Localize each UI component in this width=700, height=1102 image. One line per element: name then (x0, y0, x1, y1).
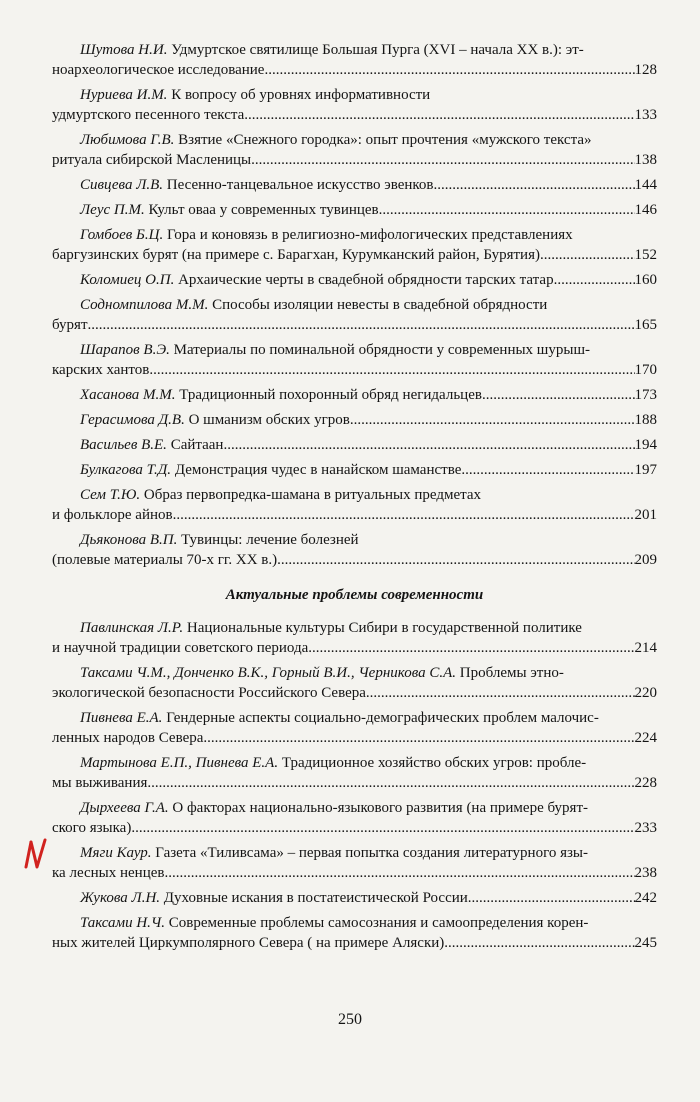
toc-line (52, 435, 657, 455)
toc-entry (52, 913, 657, 953)
entry-page-number: 138 (634, 152, 657, 168)
dot-leader (244, 105, 634, 125)
toc-entry (52, 340, 657, 380)
dot-leader (264, 60, 634, 80)
entry-title (80, 530, 359, 550)
entry-page-number: 242 (634, 890, 657, 906)
toc-entry (52, 708, 657, 748)
toc-line (52, 913, 657, 933)
toc-line (52, 410, 657, 430)
toc-line (52, 773, 657, 793)
entry-text: удмуртского песенного текста (52, 107, 245, 123)
dot-leader (88, 315, 635, 335)
entry-author: Павлинская Л.Р. (80, 620, 184, 636)
toc-line (52, 175, 657, 195)
toc-line (52, 295, 657, 315)
toc-line (52, 708, 657, 728)
entry-text: ка лесных ненцев (52, 865, 165, 881)
toc-line (52, 753, 657, 773)
toc-entry (52, 460, 657, 480)
entry-title (80, 85, 430, 105)
toc-line (52, 60, 657, 80)
toc-line (52, 663, 657, 683)
entry-title (52, 105, 244, 125)
entry-page-number: 188 (634, 412, 657, 428)
entry-title (52, 360, 149, 380)
entry-author: Нуриева И.М. (80, 87, 168, 103)
entry-title (80, 270, 554, 290)
entry-page-number: 194 (634, 437, 657, 453)
entry-title (80, 663, 564, 683)
toc-line (52, 315, 657, 335)
entry-text: Материалы по поминальной обрядности у современных шурыш- (169, 342, 590, 358)
entry-title (80, 225, 573, 245)
entry-page-number: 146 (634, 202, 657, 218)
entry-text: Сайтаан (166, 437, 224, 453)
dot-leader (277, 550, 634, 570)
entry-title (80, 618, 582, 638)
toc-entry (52, 843, 657, 883)
toc-line (52, 933, 657, 953)
entry-title (52, 550, 277, 570)
toc-line (52, 105, 657, 125)
entry-page-number: 160 (634, 272, 657, 288)
entry-text: (полевые материалы 70-х гг. XX в.) (52, 552, 278, 568)
entry-page-number: 201 (634, 507, 657, 523)
dot-leader (203, 728, 634, 748)
dot-leader (173, 505, 635, 525)
entry-title (52, 683, 366, 703)
toc-entry (52, 200, 657, 220)
dot-leader (461, 460, 634, 480)
dot-leader (554, 270, 635, 290)
page-number: 250 (338, 1011, 362, 1028)
toc-line (52, 843, 657, 863)
entry-text: Культ оваа у современных тувинцев (144, 202, 379, 218)
entry-title (80, 295, 547, 315)
toc-line (52, 40, 657, 60)
entry-author: Жукова Л.Н. (80, 890, 161, 906)
entry-title (80, 200, 379, 220)
entry-text: О факторах национально-языкового развития (на примере бурят- (168, 800, 588, 816)
entry-author: Дьяконова В.П. (80, 532, 178, 548)
entry-author: Коломиец О.П. (80, 272, 175, 288)
entry-page-number: 220 (634, 685, 657, 701)
entry-author: Содномпилова М.М. (80, 297, 209, 313)
entry-text: Проблемы этно- (456, 665, 564, 681)
toc-line (52, 200, 657, 220)
entry-page-number: 133 (634, 107, 657, 123)
entry-page-number: 209 (634, 552, 657, 568)
entry-title (52, 638, 308, 658)
toc-entry (52, 385, 657, 405)
entry-text: Способы изоляции невесты в свадебной обрядности (208, 297, 548, 313)
toc-entry (52, 888, 657, 908)
toc-line (52, 360, 657, 380)
toc-line (52, 683, 657, 703)
entry-text: карских хантов (52, 362, 150, 378)
entry-title (52, 245, 540, 265)
entry-title (52, 728, 203, 748)
dot-leader (540, 245, 635, 265)
entry-text: мы выживания (52, 775, 148, 791)
entry-author: Таксами Ч.М., Донченко В.К., Горный В.И., Черникова С.А. (80, 665, 457, 681)
toc-line (52, 863, 657, 883)
dot-leader (444, 933, 634, 953)
dot-leader (482, 385, 635, 405)
entry-text: Гендерные аспекты социально-демографических проблем малочис- (162, 710, 599, 726)
entry-text: ленных народов Севера (52, 730, 204, 746)
dot-leader (149, 360, 634, 380)
dot-leader (147, 773, 634, 793)
entry-text: и научной традиции советского периода (52, 640, 309, 656)
entry-title (80, 913, 588, 933)
toc-line (52, 460, 657, 480)
dot-leader (164, 863, 634, 883)
toc-line (52, 505, 657, 525)
entry-author: Дырхеева Г.А. (80, 800, 169, 816)
dot-leader (251, 150, 634, 170)
entry-title (80, 40, 584, 60)
toc-entry (52, 410, 657, 430)
entry-text: ных жителей Циркумполярного Севера ( на примере Аляски) (52, 935, 445, 951)
entry-title (80, 843, 588, 863)
entry-text: экологической безопасности Российского Севера (52, 685, 366, 701)
entry-page-number: 224 (634, 730, 657, 746)
entry-author: Пивнева Е.А. (80, 710, 163, 726)
entry-title (52, 933, 444, 953)
entry-text: ноархеологическое исследование (52, 62, 265, 78)
entry-title (80, 753, 586, 773)
toc-line (52, 530, 657, 550)
entry-author: Любимова Г.В. (80, 132, 175, 148)
entry-title (80, 460, 461, 480)
entry-author: Таксами Н.Ч. (80, 915, 166, 931)
toc-entry (52, 40, 657, 80)
toc-line (52, 618, 657, 638)
dot-leader (223, 435, 634, 455)
toc-line (52, 888, 657, 908)
entry-text: Традиционное хозяйство обских угров: пробле- (278, 755, 587, 771)
entry-title (80, 340, 590, 360)
entry-title (52, 863, 164, 883)
toc-line (52, 818, 657, 838)
entry-page-number: 170 (634, 362, 657, 378)
entry-text: ского языка) (52, 820, 132, 836)
toc-line (52, 245, 657, 265)
toc-line (52, 550, 657, 570)
toc-entry (52, 270, 657, 290)
entry-title (52, 315, 88, 335)
entry-page-number: 197 (634, 462, 657, 478)
entry-page-number: 173 (634, 387, 657, 403)
entry-text: К вопросу об уровнях информативности (167, 87, 431, 103)
entry-title (52, 818, 131, 838)
entry-text: Демонстрация чудес в нанайском шаманстве (171, 462, 462, 478)
entry-text: Духовные искания в постатеистической России (160, 890, 468, 906)
entry-text: Образ первопредка-шамана в ритуальных предметах (140, 487, 482, 503)
toc-entry (52, 175, 657, 195)
toc-line (52, 340, 657, 360)
entry-author: Сивцева Л.В. (80, 177, 164, 193)
toc-entry (52, 753, 657, 793)
toc-line (52, 798, 657, 818)
entry-title (52, 505, 173, 525)
entry-text: и фольклоре айнов (52, 507, 173, 523)
toc-entry (52, 130, 657, 170)
entry-page-number: 128 (634, 62, 657, 78)
toc-line (52, 638, 657, 658)
entry-title (80, 385, 482, 405)
entry-title (80, 708, 599, 728)
entry-text: Удмуртское святилище Большая Пурга (XVI – начала XX в.): эт- (167, 42, 584, 58)
entry-page-number: 152 (634, 247, 657, 263)
entry-title (52, 150, 251, 170)
toc-entry (52, 485, 657, 525)
dot-leader (350, 410, 635, 430)
entry-text: Современные проблемы самосознания и самоопределения корен- (165, 915, 589, 931)
toc-line (52, 728, 657, 748)
entry-page-number: 214 (634, 640, 657, 656)
entry-title (80, 888, 468, 908)
entry-author: Мяги Каур. (80, 845, 152, 861)
entry-text: Национальные культуры Сибири в государственной политике (183, 620, 582, 636)
toc-entry (52, 435, 657, 455)
toc-line (52, 485, 657, 505)
entry-text: Газета «Тиливсама» – первая попытка создания литературного язы- (151, 845, 588, 861)
entry-title (80, 798, 588, 818)
entry-author: Гомбоев Б.Ц. (80, 227, 164, 243)
toc-line (52, 150, 657, 170)
entry-text: бурят (52, 317, 88, 333)
entry-author: Васильев В.Е. (80, 437, 167, 453)
entry-page-number: 245 (634, 935, 657, 951)
entry-title (80, 485, 481, 505)
entry-text: баргузинских бурят (на примере с. Барагхан, Курумканский район, Бурятия) (52, 247, 540, 263)
entry-title (52, 60, 264, 80)
entry-text: Архаические черты в свадебной обрядности тарских татар (174, 272, 554, 288)
entry-author: Хасанова М.М. (80, 387, 176, 403)
entry-title (52, 773, 147, 793)
dot-leader (308, 638, 634, 658)
entry-page-number: 238 (634, 865, 657, 881)
toc-entry (52, 530, 657, 570)
entry-page-number: 233 (634, 820, 657, 836)
entry-author: Булкагова Т.Д. (80, 462, 172, 478)
entry-author: Сем Т.Ю. (80, 487, 141, 503)
red-checkmark-icon (22, 836, 52, 870)
entry-author: Шарапов В.Э. (80, 342, 170, 358)
entry-title (80, 435, 223, 455)
entry-text: Традиционный похоронный обряд негидальцев (175, 387, 482, 403)
entry-page-number: 228 (634, 775, 657, 791)
dot-leader (366, 683, 635, 703)
toc-line (52, 85, 657, 105)
toc-line (52, 385, 657, 405)
entry-text: Гора и коновязь в религиозно-мифологических представлениях (163, 227, 573, 243)
entry-text: Песенно-танцевальное искусство эвенков (163, 177, 434, 193)
entry-author: Мартынова Е.П., Пивнева Е.А. (80, 755, 279, 771)
table-of-contents (52, 40, 657, 958)
toc-entry (52, 618, 657, 658)
entry-title (80, 130, 591, 150)
toc-line (52, 130, 657, 150)
toc-line (52, 270, 657, 290)
toc-entry (52, 225, 657, 265)
entry-page-number: 144 (634, 177, 657, 193)
entry-text: Взятие «Снежного городка»: опыт прочтения «мужского текста» (174, 132, 592, 148)
entry-text: Тувинцы: лечение болезней (177, 532, 359, 548)
dot-leader (434, 175, 635, 195)
entry-author: Леус П.М. (80, 202, 145, 218)
toc-entry (52, 295, 657, 335)
toc-entry (52, 798, 657, 838)
entry-author: Герасимова Д.В. (80, 412, 185, 428)
entry-title (80, 410, 350, 430)
toc-line (52, 225, 657, 245)
entry-text: ритуала сибирской Масленицы (52, 152, 252, 168)
toc-entry (52, 85, 657, 125)
toc-entry (52, 663, 657, 703)
entry-page-number: 165 (634, 317, 657, 333)
dot-leader (379, 200, 635, 220)
dot-leader (131, 818, 634, 838)
entry-author: Шутова Н.И. (80, 42, 168, 58)
section-heading: Актуальные проблемы современности (225, 587, 484, 603)
entry-title (80, 175, 434, 195)
entry-text: О шманизм обских угров (184, 412, 350, 428)
dot-leader (468, 888, 635, 908)
